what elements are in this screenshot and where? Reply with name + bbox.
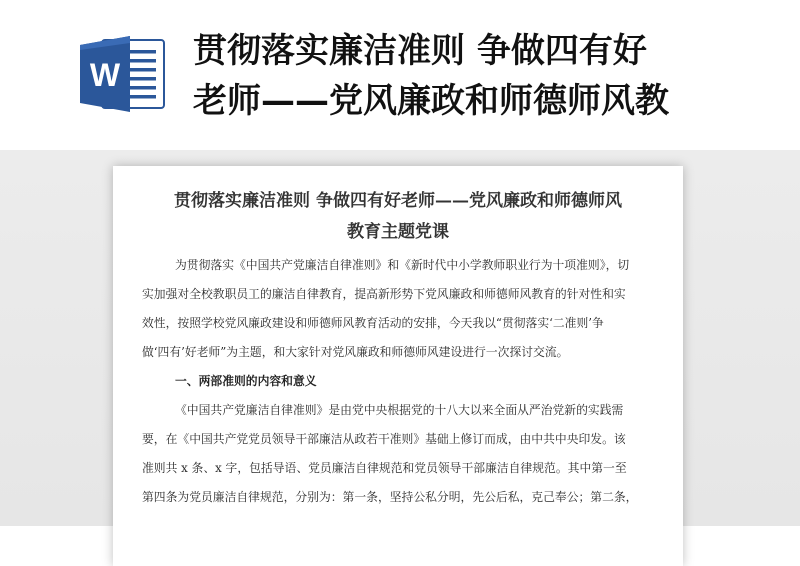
paragraph-line: 为贯彻落实《中国共产党廉洁自律准则》和《新时代中小学教师职业行为十项准则》，切	[175, 258, 630, 272]
document-page	[113, 166, 683, 566]
paragraph-line: 准则共 x 条、x 字，包括导语、党员廉洁自律规范和党员领导干部廉洁自律规范。其中第一至	[142, 461, 627, 475]
page-title-line-2: 老师——党风廉政和师德师风教	[193, 81, 669, 121]
page-title-line-1: 贯彻落实廉洁准则 争做四有好	[193, 31, 647, 71]
paragraph-line: 要，在《中国共产党党员领导干部廉洁从政若干准则》基础上修订而成，由中共中央印发。该	[142, 432, 626, 446]
paragraph-line: 做‘四有’好老师”为主题，和大家针对党风廉政和师德师风建设进行一次探讨交流。	[142, 345, 569, 359]
section-heading: 一、两部准则的内容和意义	[175, 374, 317, 388]
document-title-line-1: 贯彻落实廉洁准则 争做四有好老师——党风廉政和师德师风	[174, 191, 622, 211]
paragraph-line: 效性，按照学校党风廉政建设和师德师风教育活动的安排，今天我以“贯彻落实‘二准则’争	[142, 316, 604, 330]
document-title	[113, 186, 683, 248]
page-title	[193, 26, 793, 126]
word-icon-letter: W	[89, 57, 121, 93]
document-title-line-2: 教育主题党课	[347, 222, 449, 242]
paragraph-line: 第四条为党员廉洁自律规范，分别为：第一条，坚持公私分明，先公后私，克己奉公；第二条，	[142, 490, 638, 504]
word-document-icon	[76, 33, 168, 115]
paragraph-line: 《中国共产党廉洁自律准则》是由党中央根据党的十八大以来全面从严治党新的实践需	[175, 403, 624, 417]
paragraph-line: 实加强对全校教职员工的廉洁自律教育，提高新形势下党风廉政和师德师风教育的针对性和实	[142, 287, 626, 301]
header-banner	[0, 0, 800, 150]
